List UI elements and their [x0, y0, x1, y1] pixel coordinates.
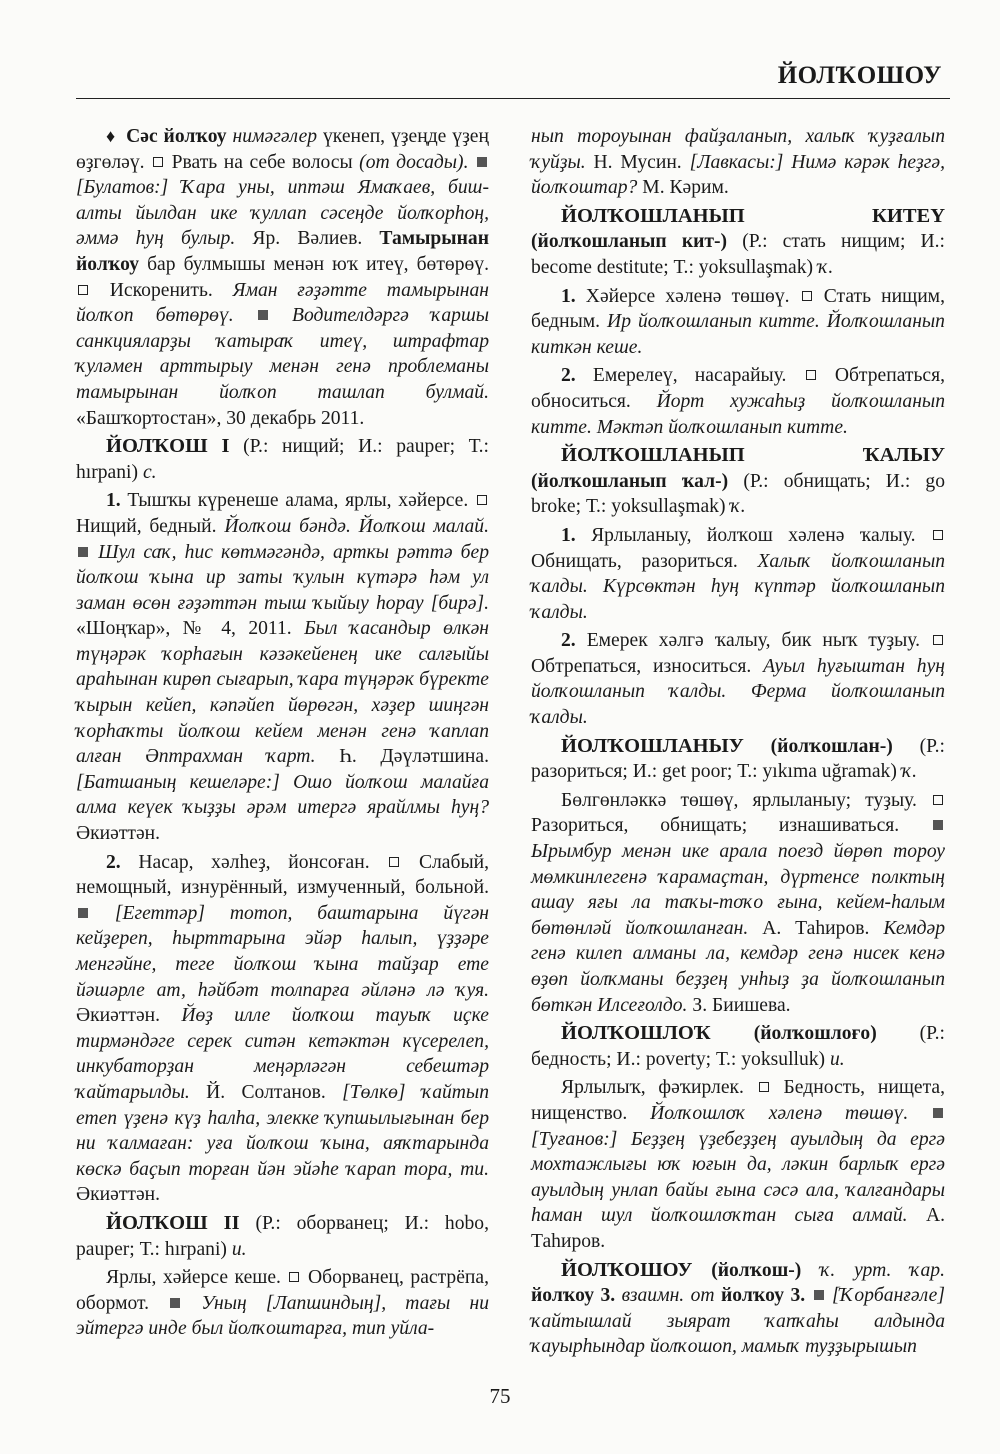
sense: 1. Ярлыланыу, йолҡош хәленә ҡалыу. Обнищать, разориться. Халыҡ йолҡошланып ҡалды. Күрсөктән һуң күптәр йолҡошланып ҡалды. — [531, 524, 946, 623]
translation-square-icon — [806, 370, 816, 380]
translation-square-icon — [153, 157, 163, 167]
example-square-icon — [170, 1298, 180, 1308]
headword: ЙОЛҠОШ I — [106, 435, 230, 458]
right-column — [531, 124, 945, 1363]
entry-header: ЙОЛҠОШ I (Р.: нищий; И.: pauper; Т.: hırpani) с. — [76, 435, 489, 483]
headword: ЙОЛҠОШЛОҠ — [561, 1022, 711, 1045]
translation-square-icon — [933, 635, 943, 645]
translation-square-icon — [389, 857, 399, 867]
phraseological-block: ♦ Сәс йолҡоу нимәгәлер үкенеп, үҙеңде үҙең өҙгөләү. Рвать на себе волосы (от досады). [Булатов:] Ҡара уны, иптәш Ямаҡаев, биш-алты йылдан ике ҡуллап сәсеңде йолҡорһоң, әммә һуң булыр. Яр. Вәлиев. Тамырынан йолҡоу бар булмышы менән юҡ итеү, бөтөрөү. Искоренить. Яман ғәҙәтте тамырынан йолҡоп бөтөрөү. Водителдәргә ҡаршы санкцияларҙы ҡатыраҡ итеү, штрафтар ҡуләмен арттырыу менән генә проблеманы тамырынан йолҡоп ташлап булмай. «Башҡортостан», 30 декабрь 2011. — [76, 126, 489, 429]
translation-square-icon — [759, 1082, 769, 1092]
sense: Бөлгөнләккә төшөү, ярлыланыу; туҙыу. Разориться, обнищать; изнашиваться. Ырымбур менән ике арала поезд йөрөп тороу мөмкинлегенә ҡарамаҫтан, дүртенсе полктың ашау яғы ла таҡы-тоҡо ғына, кейем-һалым бөтөнләй йолҡошланған. А. Таһиров. Кемдәр генә килеп алманы ла, кемдәр генә нисек кенә өҙөп йолҡманы беҙҙең унһыҙ ҙа йолҡошланып бөткән Илсеғолдо. З. Биишева. — [531, 789, 945, 1016]
entry-header: ЙОЛҠОШ II (Р.: оборванец; И.: hobo, pauper; Т.: hırpani) и. — [76, 1211, 490, 1260]
headword: ЙОЛҠОШЛАНЫП КИТЕҮ — [561, 204, 945, 227]
translation-square-icon — [78, 285, 88, 295]
example-square-icon — [78, 908, 88, 918]
translation-square-icon — [802, 291, 812, 301]
sense: 2. Емерелеү, насарайыу. Обтрепаться, обноситься. Йорт хужаһыҙ йолҡошланып китте. Мәктәп йолҡошланып китте. — [531, 365, 946, 438]
translation-square-icon — [933, 795, 943, 805]
entry-header: ЙОЛҠОШЛАНЫУ (йолҡошлан-) (Р.: разориться; И.: get poor; Т.: yıkıma uğramak) ҡ. — [531, 734, 945, 783]
example-square-icon — [78, 547, 88, 557]
sense: 2. Насар, хәлһеҙ, йонсоған. Слабый, немощный, изнурённый, измученный, больной. [Егеттәр] тотоп, баштарына йүгән кейҙереп, һырттарына эйәр һалып, үҙҙәре менгәйне, теге йолҡош ҡына тайҙар ете йәшәрле ат, һәйбәт толпарға әйләнә лә ҡуя. Әкиәттән. Йөҙ илле йолҡош тауыҡ иҫке тирмәндәге серек ситән кетәктән күсерелеп, инкубаторҙан меңәрләгән себештәр ҡайтарылды. Й. Солтанов. [Төлкө] ҡайтып етеп үҙенә күҙ һалһа, элекке ҡупшылығынан бер ни ҡалмаған: уға йолҡош ҡына, аяҡтарында көскә баҫып торған йән эйәһе ҡарап тора, ти. Әкиәттән. — [76, 851, 490, 1206]
translation-square-icon — [477, 495, 487, 505]
page-number: 75 — [489, 1384, 511, 1408]
diamond-icon: ♦ — [106, 126, 117, 146]
continuation-text: нып тороуынан файҙаланып, халыҡ ҡуҙғалып ҡуйҙы. Н. Мусин. [Лавкасы:] Нимә кәрәк һеҙгә, йолҡоштар? М. Кәрим. — [531, 126, 945, 199]
headword: ЙОЛҠОШЛАНЫУ — [561, 734, 744, 757]
entry-header: ЙОЛҠОШОУ (йолҡош-) ҡ. урт. ҡар. йолҡоу 3. взаимн. от йолҡоу 3. [Ҡорбанғәле] ҡайтышлай зыярат ҡапҡаһы алдында ҡауырһындар йолҡошоп, мамыҡ туҙҙырышып — [531, 1258, 945, 1358]
entry-header: ЙОЛҠОШЛОҠ (йолҡошлоғо) (Р.: бедность; И.: poverty; Т.: yoksulluk) и. — [531, 1022, 945, 1070]
sense: 1. Хәйерсе хәленә төшөү. Стать нищим, бедным. Ир йолҡошланып китте. Йолҡошланып киткән кеше. — [531, 285, 945, 358]
sense: Ярлылыҡ, фәҡирлек. Бедность, нищета, нищенство. Йолҡошлоҡ хәленә төшөү. [Туғанов:] Беҙҙең үҙебеҙҙең ауылдың да ергә мохтажлығы юҡ юғын да, ләкин барлыҡ ергә ауылдың унлап байы ғына сәсә ала, ҡалғандары һаман шул йолҡошлоҡтан сыға алмай. А. Таһиров. — [531, 1077, 946, 1252]
sense: Ярлы, хәйерсе кеше. Оборванец, растрёпа, обормот. Уның [Лапшиндың], тағы ни эйтергә инде был йолҡоштарға, тип уйла- — [76, 1267, 489, 1340]
header-rule — [76, 98, 950, 99]
example-square-icon — [933, 820, 943, 830]
example-square-icon — [258, 310, 268, 320]
headword: ЙОЛҠОШОУ — [561, 1258, 693, 1281]
entry-header: ЙОЛҠОШЛАНЫП КИТЕҮ (йолҡошланып кит-) (Р.: стать нищим; И.: become destitute; Т.: yoksullaşmak) ҡ. — [531, 204, 946, 278]
sense: 1. Тышҡы күренеше алама, ярлы, хәйерсе. Нищий, бедный. Йолҡош бәндә. Йолҡош малай. Шул саҡ, һис көтмәгәндә, арткы рәттә бер йолҡош ҡына ир заты ҡулын күтәрә һәм ул заман өсөн ғәҙәттән тыш ҡыйыу һорау [бирә]. «Шоңҡар», № 4, 2011. Был ҡасандыр өлкән түңәрәк ҡорһағын кәзәкейенең ике салғыйы араһынан кирөп сығарып, ҡара түңәрәк бүректе ҡырын кейеп, кәпәйеп йөрөгән, хәҙер шиңгән ҡорһаҡты йолҡош кейем менән генә ҡаплап алған Әптрахман ҡарт. Һ. Дәүләтшина. [Батшаның кешеләре:] Ошо йолҡош малайға алма кеүек ҡыҙҙы әрәм итергә ярайлмы һуң? Әкиәттән. — [76, 490, 490, 845]
sense: 2. Емерек хәлгә ҡалыу, бик ныҡ туҙыу. Обтрепаться, износиться. Ауыл һуғыштан һуң йолҡошланып ҡалды. Ферма йолҡошланып ҡалды. — [531, 630, 945, 729]
translation-square-icon — [289, 1272, 299, 1282]
example-square-icon — [814, 1290, 824, 1300]
headword: ЙОЛҠОШЛАНЫП ҠАЛЫУ — [561, 444, 945, 467]
translation-square-icon — [933, 530, 943, 540]
entry-header: ЙОЛҠОШЛАНЫП ҠАЛЫУ (йолҡошланып ҡал-) (Р.: обнищать; И.: go broke; Т.: yoksullaşmak) ҡ. — [531, 444, 946, 518]
headword: ЙОЛҠОШ II — [106, 1211, 240, 1234]
example-square-icon — [933, 1108, 943, 1118]
running-head: ЙОЛҠОШОУ — [777, 62, 942, 89]
left-column — [76, 124, 489, 1345]
example-square-icon — [477, 157, 487, 167]
